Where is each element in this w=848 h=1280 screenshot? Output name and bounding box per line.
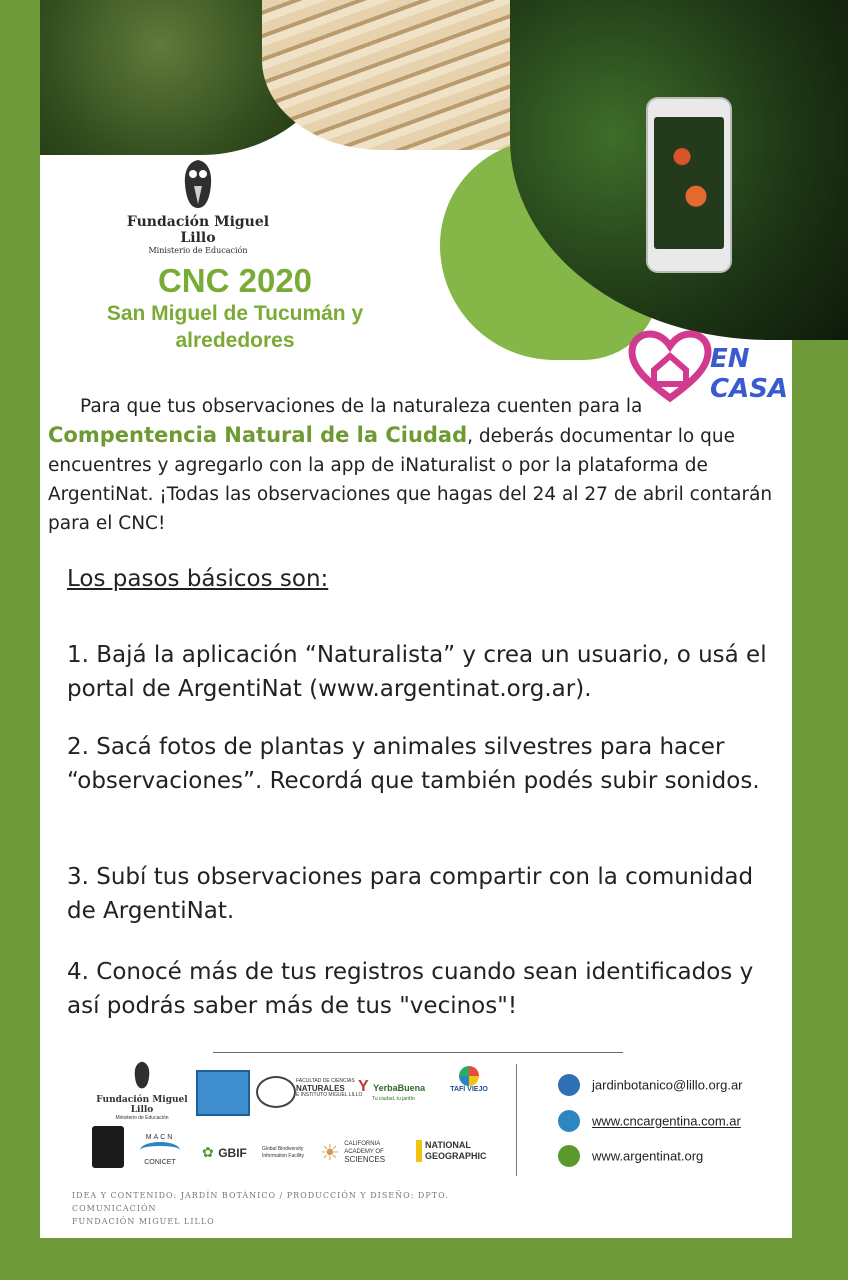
sponsor-logos: Fundación Miguel Lillo Ministerio de Educación FACULTAD DE CIENCIAS NATURALES E INSTITUTO MIGUEL LILLO Y YerbaBuena Tu ciudad, tu jardín TAFÍ VIEJO MACN CONICET ✿ GBIF Global Biodiversity Information Facility ☀ CALIFORNIA ACADEMY OF SCIENCES NATIONAL GEOGRAPHIC — [90, 1060, 510, 1180]
gbif-leaf-icon: ✿ — [202, 1144, 214, 1160]
org-name: Fundación Miguel Lillo — [126, 214, 270, 246]
tafi-viejo-logo: TAFÍ VIEJO — [444, 1066, 494, 1093]
footer-divider — [213, 1052, 623, 1053]
yerba-buena-logo: Y YerbaBuena Tu ciudad, tu jardín — [358, 1078, 426, 1102]
macn-conicet-logo: MACN CONICET — [140, 1134, 180, 1166]
contact-email[interactable]: jardinbotanico@lillo.org.ar — [558, 1074, 743, 1096]
owl-icon — [180, 158, 216, 210]
lillo-logo: Fundación Miguel Lillo Ministerio de Educación — [90, 1060, 194, 1121]
cal-academy-logo: ☀ CALIFORNIA ACADEMY OF SCIENCES — [320, 1140, 386, 1165]
footer-vertical-divider — [516, 1064, 517, 1176]
credits: IDEA Y CONTENIDO: JARDÍN BOTÁNICO / PRODUCCIÓN Y DISEÑO: DPTO. COMUNICACIÓN FUNDACIÓN MIGUEL LILLO — [72, 1191, 449, 1226]
conicet-wave-icon — [140, 1142, 180, 1158]
competition-name: Compentencia Natural de la Ciudad — [48, 423, 468, 447]
smartphone-image — [646, 97, 732, 273]
natgeo-logo: NATIONAL GEOGRAPHIC — [416, 1140, 487, 1162]
facultad-logo: FACULTAD DE CIENCIAS NATURALES E INSTITUTO MIGUEL LILLO — [296, 1078, 363, 1098]
lillo-logo-top — [110, 158, 286, 255]
page-title: CNC 2020 — [157, 262, 313, 299]
right-green-border — [792, 340, 848, 1280]
bottom-green-border — [0, 1238, 848, 1280]
left-green-border — [0, 155, 40, 1280]
step-4: 4. Conocé más de tus registros cuando sean identificados y así podrás saber más de tus "vecinos"! — [67, 959, 754, 1019]
intro-paragraph: Para que tus observaciones de la naturaleza cuenten para la Compentencia Natural de la Ciudad, deberás documentar lo que encuentres y agregarlo con la app de iNaturalist o por la plataforma de ArgentiNat. ¡Todas las observaciones que hagas del 24 al 27 de abril contarán para el CNC! — [48, 396, 773, 534]
contact-web-link[interactable]: www.cncargentina.com.ar — [558, 1110, 741, 1132]
gbif-logo: ✿ GBIF — [202, 1144, 247, 1160]
email-icon — [558, 1074, 580, 1096]
sun-icon: ☀ — [320, 1140, 340, 1165]
step-3: 3. Subí tus observaciones para compartir con la comunidad de ArgentiNat. — [67, 864, 754, 924]
org-subtitle: Ministerio de Educación — [148, 246, 248, 255]
tafi-viejo-icon — [459, 1066, 479, 1086]
fungus-photo — [262, 0, 552, 150]
municipal-logo — [196, 1070, 250, 1116]
yerba-leaf-icon: Y — [358, 1078, 369, 1095]
globe-icon — [558, 1110, 580, 1132]
step-2: 2. Sacá fotos de plantas y animales silvestres para hacer “observaciones”. Recordá que también podés subir sonidos. — [67, 734, 760, 794]
steps-heading: Los pasos básicos son: — [67, 566, 329, 592]
en-casa-badge: EN CASA — [628, 330, 778, 420]
page-subtitle: San Miguel de Tucumán y alrededores — [106, 302, 364, 352]
facultad-seal-icon — [256, 1076, 296, 1108]
owl-icon — [132, 1060, 152, 1090]
argentinat-icon — [558, 1145, 580, 1167]
step-1: 1. Bajá la aplicación “Naturalista” y crea un usuario, o usá el portal de ArgentiNat (www.argentinat.org.ar). — [67, 642, 767, 702]
fundacion-vilma-logo — [92, 1126, 124, 1168]
contact-argentinat-link[interactable]: www.argentinat.org — [558, 1145, 703, 1167]
